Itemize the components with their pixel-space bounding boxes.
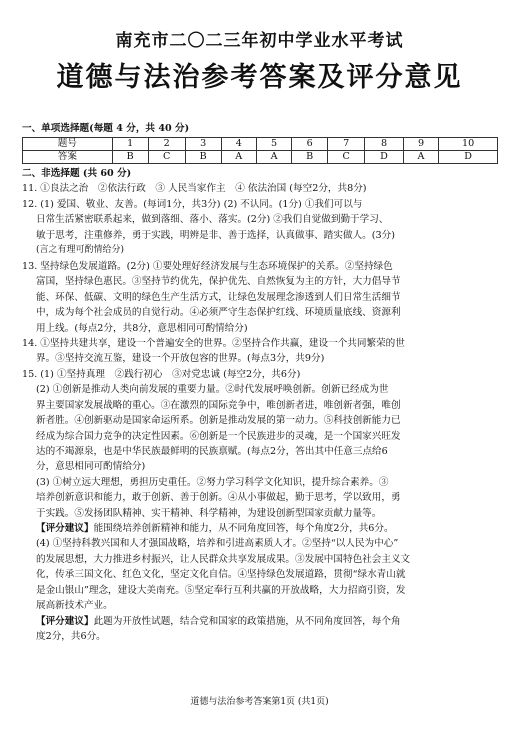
text-line: (2) ①创新是推动人类向前发展的重要力量。②时代发展呼唤创新。创新已经成为世 — [36, 384, 389, 396]
exam-title: 南充市二〇二三年初中学业水平考试 — [115, 31, 404, 51]
cell: 4 — [221, 138, 256, 151]
text-line: 12. (1) 爱国、敬业、友善。(每词1分，共3分) (2) 不认同。(1分) ①我们可以与 — [22, 199, 363, 210]
text-line: 中，成为每个社会成员的自觉行动。④必须严守生态保护红线、环境质量底线、资源利 — [36, 307, 401, 319]
text-line: 达的不竭源泉，也是中华民族最鲜明的民族禀赋。(每点2分，答出其中任意三点给6 — [36, 446, 388, 458]
scoring-label: 【评分建议】 — [36, 523, 94, 535]
q12-answer — [22, 197, 502, 259]
cell: D — [439, 151, 498, 164]
scoring-note — [22, 521, 502, 536]
cell: A — [403, 151, 438, 164]
text-line: 是金山银山”理念，建设大美南充。⑤坚定奉行互利共赢的开放战略，大力招商引资，发 — [36, 584, 406, 596]
cell: B — [185, 151, 221, 164]
section2-title: 二、非选择题 (共 60 分) — [22, 168, 132, 179]
scoring-label: 【评分建议】 — [36, 615, 94, 627]
text-line: 15. (1) ①坚持真理 ②践行初心 ③对党忠诚 (每空2分，共6分) — [22, 369, 301, 380]
text-line: 用上线。(每点2分，共8分，意思相同可酌情给分) — [36, 322, 248, 334]
q13-answer — [22, 259, 502, 336]
cell: C — [328, 151, 365, 164]
cell: D — [365, 151, 404, 164]
cell: A — [221, 151, 256, 164]
text-line: 14. ①坚持共建共享，建设一个普遍安全的世界。②坚持合作共赢，建设一个共同繁荣的世 — [22, 338, 405, 349]
text-line: (4) ①坚持科教兴国和人才强国战略，培养和引进高素质人才。②坚持“以人民为中心” — [36, 538, 399, 550]
text-line: 于实践。⑤发扬团队精神、实干精神、科学精神，为建设创新型国家贡献力量等。 — [36, 507, 382, 519]
cell: B — [292, 151, 328, 164]
cell: 10 — [439, 138, 498, 151]
cell: 2 — [148, 138, 185, 151]
cell: 3 — [185, 138, 221, 151]
text-line: 敏于思考，注重修养，勇于实践，明辨是非、善于选择，认真做事、踏实做人。(3分) — [36, 229, 395, 241]
cell: 6 — [292, 138, 328, 151]
text-line: 化，传承三国文化、红色文化，坚定文化自信。④坚持绿色发展道路，贯彻“绿水青山就 — [36, 569, 406, 581]
row-label: 答案 — [23, 151, 113, 164]
text-line: 富国，坚持绿色惠民。③坚持节约优先，保护优先、自然恢复为主的方针，大力倡导节 — [36, 276, 401, 288]
text-line: 展高新技术产业。 — [36, 600, 113, 612]
q11-answer: 11. ①良法之治 ②依法行政 ③ 人民当家作主 ④ 依法治国 (每空2分，共8分) — [22, 183, 367, 194]
text-line: (3) ①树立远大理想，勇担历史重任。②努力学习科学文化知识，提升综合素养。③ — [36, 476, 389, 488]
answer-row — [23, 151, 498, 164]
text-line: 新者胜。④创新驱动是国家命运所系。创新是推动发展的第一动力。⑤科技创新能力已 — [36, 415, 401, 427]
cell: 5 — [256, 138, 291, 151]
cell: B — [112, 151, 148, 164]
cell: 8 — [365, 138, 404, 151]
text-line: 分，意思相同可酌情给分) — [36, 461, 146, 473]
page-footer: 道德与法治参考答案第1页 (共1页) — [190, 697, 329, 707]
text-line: 13. 坚持绿色发展道路。(2分) ①要处理好经济发展与生态环境保护的关系。②坚持绿色 — [22, 261, 393, 272]
scoring-text: 能围绕培养创新精神和能力，从不同角度回答，每个角度2分，共6分。 — [93, 523, 394, 535]
text-line: (言之有理可酌情给分) — [36, 245, 125, 256]
q15-answer — [22, 367, 502, 644]
cell: A — [256, 151, 291, 164]
row-label: 题号 — [23, 138, 113, 151]
section1-title: 一、单项选择题(每题 4 分，共 40 分) — [22, 123, 190, 134]
cell: 9 — [403, 138, 438, 151]
question-number-row — [23, 138, 498, 151]
text-line: 日常生活紧密联系起来，做到落细、落小、落实。(2分) ②我们自觉做到勤于学习、 — [36, 214, 389, 226]
cell: 1 — [112, 138, 148, 151]
text-line: 培养创新意识和能力，敢于创新、善于创新。④从小事做起，勤于思考，学以致用，勇 — [36, 492, 401, 504]
text-line: 界主要国家发展战略的重心。③在激烈的国际竞争中，唯创新者进，唯创新者强，唯创 — [36, 399, 401, 411]
cell: 7 — [328, 138, 365, 151]
scoring-note — [22, 614, 502, 629]
q14-answer — [22, 336, 502, 367]
text-line: 界。③坚持交流互鉴，建设一个开放包容的世界。(每点3分，共9分) — [36, 353, 325, 365]
text-line: 的发展思想，大力推进乡村振兴，让人民群众共享发展成果。③发展中国特色社会主义文 — [36, 553, 411, 565]
text-line: 能、环保、低碳、文明的绿色生产生活方式，让绿色发展理念渗透到人们日常生活细节 — [36, 291, 401, 303]
text-line: 经成为综合国力竞争的决定性因素。⑥创新是一个民族进步的灵魂，是一个国家兴旺发 — [36, 430, 401, 442]
text-line: 度2分，共6分。 — [36, 630, 106, 642]
answer-table — [22, 137, 498, 164]
scoring-text: 此题为开放性试题，结合党和国家的政策措施，从不同角度回答，每个角 — [93, 615, 401, 627]
document-title: 道德与法治参考答案及评分意见 — [56, 62, 463, 93]
cell: C — [148, 151, 185, 164]
